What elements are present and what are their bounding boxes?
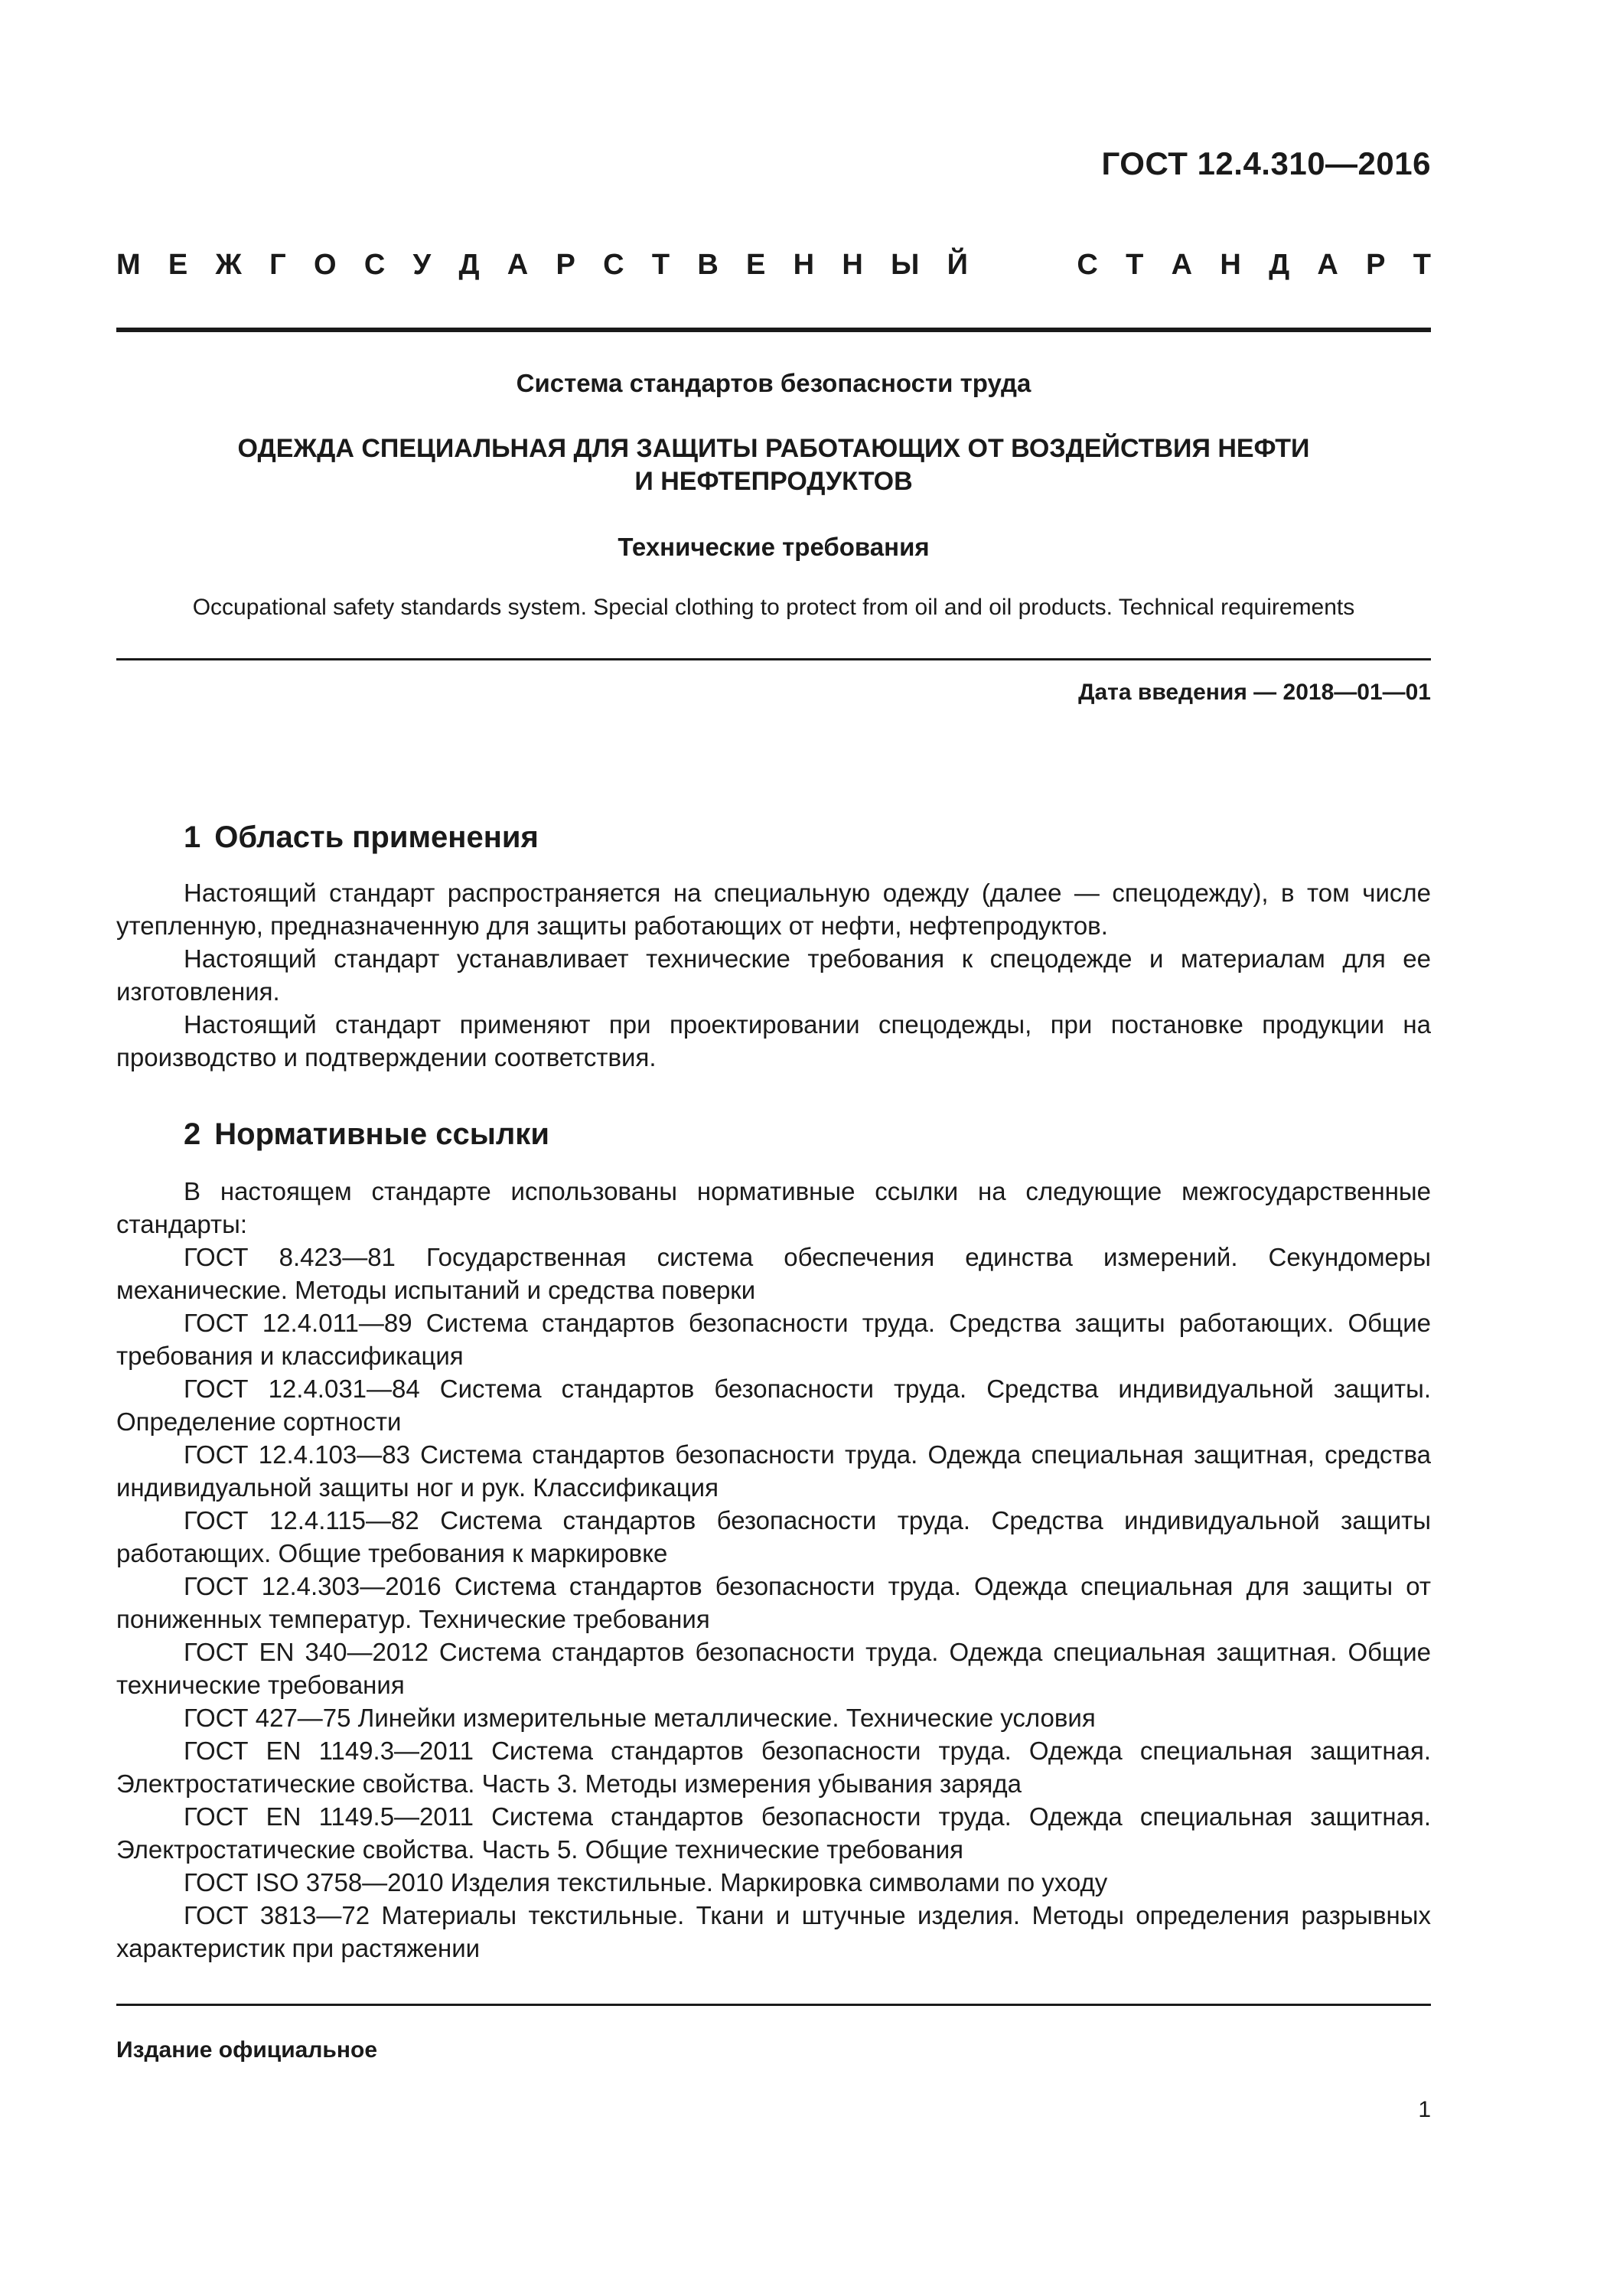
paragraph: Настоящий стандарт применяют при проектировании спецодежды, при постановке продукции на производство и подтверждении соответствия. (116, 1010, 1431, 1071)
heading-letter: Е (746, 249, 766, 281)
heading-letter: Т (1413, 249, 1431, 281)
series-title: Система стандартов безопасности труда (516, 369, 1031, 397)
title-divider (116, 658, 1431, 660)
paragraph: Настоящий стандарт распространяется на специальную одежду (далее — спецодежду), в том числе утепленную, предназначенную для защиты работающих от нефти, нефтепродуктов. (116, 879, 1431, 940)
heading-letter: Д (458, 249, 480, 281)
section-number: 1 (184, 820, 201, 854)
english-title: Occupational safety standards system. Special clothing to protect from oil and oil products. Technical requirements (192, 595, 1355, 620)
heading-letter: В (697, 249, 719, 281)
heading-letter: Й (947, 249, 968, 281)
heading-letter: Г (269, 249, 286, 281)
reference-item: ГОСТ 12.4.303—2016 Система стандартов безопасности труда. Одежда специальная для защиты от пониженных температур. Технические требования (116, 1572, 1431, 1633)
section-heading (184, 820, 539, 855)
heading-letter: Д (1269, 249, 1290, 281)
section-title: Область применения (214, 820, 539, 854)
heading-letter: У (412, 249, 432, 281)
edition-note: Издание официальное (116, 2037, 378, 2063)
introduction-date: Дата введения — 2018—01—01 (1078, 680, 1431, 705)
reference-item: ГОСТ 12.4.103—83 Система стандартов безопасности труда. Одежда специальная защитная, средства индивидуальной защиты ног и рук. Классификация (116, 1440, 1431, 1502)
heading-letter: Т (651, 249, 670, 281)
heading-letter: А (1317, 249, 1338, 281)
word-gap (996, 249, 1049, 282)
reference-item: ГОСТ 12.4.031—84 Система стандартов безопасности труда. Средства индивидуальной защиты. Определение сортности (116, 1375, 1431, 1436)
reference-item: ГОСТ EN 1149.5—2011 Система стандартов безопасности труда. Одежда специальная защитная. Электростатические свойства. Часть 5. Общие технические требования (116, 1802, 1431, 1864)
heading-letter: О (313, 249, 337, 281)
heading-letter: Ы (891, 249, 920, 281)
reference-item: ГОСТ 427—75 Линейки измерительные металлические. Технические условия (184, 1704, 1096, 1732)
heading-letter: С (363, 249, 386, 281)
reference-item: ГОСТ EN 340—2012 Система стандартов безопасности труда. Одежда специальная защитная. Общие технические требования (116, 1638, 1431, 1699)
main-title-line: ОДЕЖДА СПЕЦИАЛЬНАЯ ДЛЯ ЗАЩИТЫ РАБОТАЮЩИХ ОТ ВОЗДЕЙСТВИЯ НЕФТИ (237, 434, 1310, 463)
footer-divider (116, 2004, 1431, 2006)
reference-item: ГОСТ EN 1149.3—2011 Система стандартов безопасности труда. Одежда специальная защитная. Электростатические свойства. Часть 3. Методы измерения убывания заряда (116, 1737, 1431, 1798)
heading-letter: М (116, 249, 141, 281)
heading-letter: Р (1366, 249, 1386, 281)
document-number: ГОСТ 12.4.310—2016 (1101, 145, 1431, 181)
page-number: 1 (1418, 2097, 1431, 2122)
heading-letter: Н (842, 249, 863, 281)
paragraph: В настоящем стандарте использованы нормативные ссылки на следующие межгосударственные стандарты: (116, 1177, 1431, 1238)
main-title-line: И НЕФТЕПРОДУКТОВ (634, 467, 913, 496)
section-heading (184, 1117, 549, 1152)
heading-letter: Е (168, 249, 188, 281)
section-number: 2 (184, 1117, 201, 1151)
reference-item: ГОСТ 3813—72 Материалы текстильные. Ткани и штучные изделия. Методы определения разрывных характеристик при растяжении (116, 1901, 1431, 1962)
heading-letter: А (507, 249, 529, 281)
subtitle: Технические требования (618, 533, 930, 561)
heading-letter: Ж (215, 249, 242, 281)
heading-letter: С (603, 249, 624, 281)
reference-item: ГОСТ 12.4.115—82 Система стандартов безопасности труда. Средства индивидуальной защиты работающих. Общие требования к маркировке (116, 1506, 1431, 1567)
main-title (116, 432, 1431, 498)
header-divider (116, 328, 1431, 332)
paragraph: Настоящий стандарт устанавливает технические требования к спецодежде и материалам для ее изготовления. (116, 944, 1431, 1006)
interstate-standard-heading (116, 249, 1431, 282)
reference-item: ГОСТ ISO 3758—2010 Изделия текстильные. Маркировка символами по уходу (184, 1868, 1108, 1896)
reference-item: ГОСТ 8.423—81 Государственная система обеспечения единства измерений. Секундомеры механические. Методы испытаний и средства поверки (116, 1243, 1431, 1304)
heading-letter: Р (556, 249, 575, 281)
section-title: Нормативные ссылки (214, 1117, 549, 1151)
heading-letter: Н (793, 249, 815, 281)
heading-letter: Т (1126, 249, 1144, 281)
heading-letter: А (1171, 249, 1193, 281)
reference-item: ГОСТ 12.4.011—89 Система стандартов безопасности труда. Средства защиты работающих. Общие требования и классификация (116, 1309, 1431, 1370)
heading-letter: С (1077, 249, 1098, 281)
heading-letter: Н (1220, 249, 1241, 281)
